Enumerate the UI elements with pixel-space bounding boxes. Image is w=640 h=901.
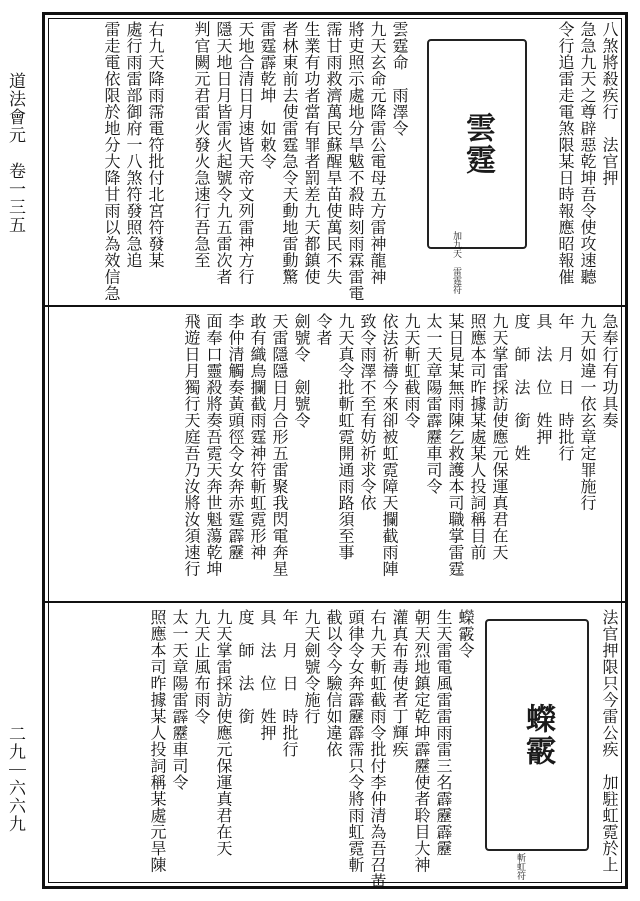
text-column: 判官闕元君雷火發火急速行吾急至 bbox=[192, 21, 211, 269]
text-column: 度 師 法 銜 bbox=[236, 609, 255, 725]
margin-page-number: 二九｜六六九 bbox=[5, 725, 25, 833]
text-column: 生業有功者當有罪者罰差九天都鎮使 bbox=[302, 21, 321, 285]
text-column: 將吏照示處地分旱魃不殺時刻雨霖雷電 bbox=[346, 21, 365, 302]
text-column: 飛遊日月獨行天庭吾乃汝將汝須速行 bbox=[182, 313, 201, 577]
text-column: 頭律令女奔霹靂霹霈只令將雨虹霓斬 bbox=[346, 609, 365, 873]
talisman-seal bbox=[485, 619, 589, 851]
text-column: 九天掌雷採訪使應元保運真君在天 bbox=[214, 609, 233, 857]
margin-book-title: 道法會元 卷一三五 bbox=[5, 72, 25, 234]
text-column: 右九天斬虹截雨令批付李仲清為吾召黃 bbox=[368, 609, 387, 890]
text-column: 年 月 日 時批行 bbox=[556, 313, 575, 462]
text-column: 九天如違一依玄章定罪施行 bbox=[578, 313, 597, 511]
text-column: 某日見某無雨陳乞救護本司職掌雷霆 bbox=[446, 313, 465, 577]
text-column: 具 法 位 姓押 bbox=[534, 313, 553, 445]
text-column: 者林東前去使雷霆急令天動地雷動驚 bbox=[280, 21, 299, 285]
section-divider bbox=[45, 305, 625, 307]
text-column: 急急九天之尊辟惡乾坤吾令使攻速聽 bbox=[578, 21, 597, 285]
text-column: 照應本司昨據某處某人投詞稱目前 bbox=[468, 313, 487, 561]
text-column: 灌真布毒使者丁輝疾 bbox=[390, 609, 409, 758]
text-column: 令行追雷走電煞限某日時報應昭報催 bbox=[556, 21, 575, 285]
text-column: 度 師 法 銜 姓 bbox=[512, 313, 531, 462]
talisman-seal bbox=[427, 39, 527, 249]
text-column: 太一天章陽雷霹靂車司令 bbox=[424, 313, 443, 495]
text-column: 劍號令 劍號令 bbox=[292, 313, 311, 429]
text-column: 蠑霰令 bbox=[456, 609, 475, 659]
text-column: 法官押限只今雷公疾 加駐虹霓於上 bbox=[600, 609, 619, 873]
talisman-caption: 斬虹符 bbox=[515, 853, 525, 880]
text-column: 面奉口靈殺將奏吾霓天奔世魁蕩乾坤 bbox=[204, 313, 223, 577]
text-column: 朝天烈地鎮定乾坤霹靂使者聆目大神 bbox=[412, 609, 431, 873]
text-column: 敢有織鳥攔截雨霆神符斬虹霓形神 bbox=[248, 313, 267, 561]
text-column: 年 月 日 時批行 bbox=[280, 609, 299, 758]
text-column: 隱天地日月皆雷火起號令九五雷次者 bbox=[214, 21, 233, 285]
text-column: 九天止風布雨令 bbox=[192, 609, 211, 725]
text-column: 太一天章陽雷霹靂車司令 bbox=[170, 609, 189, 791]
text-column: 九天真令批斬虹霓開通雨路須至事 bbox=[336, 313, 355, 561]
text-column: 照應本司昨據某人投詞稱某處元旱陳 bbox=[148, 609, 167, 873]
text-column: 右九天降雨霈電符批付北宮符發某 bbox=[146, 21, 165, 269]
text-column: 急奉行有功具奏 bbox=[600, 313, 619, 429]
text-column: 雷走電依限於地分大降甘雨以為效信急 bbox=[102, 21, 121, 302]
text-column: 依法祈禱今來卻被虹霓障天攔截雨陣 bbox=[380, 313, 399, 577]
text-column: 雷霆霹乾坤 如敕令 bbox=[258, 21, 277, 170]
text-column: 致令雨澤不至有妨祈求令依 bbox=[358, 313, 377, 511]
text-column: 天地合清日月速皆天帝文列雷神方行 bbox=[236, 21, 255, 285]
text-column: 雲霆命 雨澤令 bbox=[390, 21, 409, 137]
talisman-glyph: 雲霆 bbox=[460, 112, 495, 176]
talisman-glyph: 蠑霰 bbox=[520, 703, 555, 767]
section-divider bbox=[45, 601, 625, 603]
text-column: 李仲清觸奏黃頭徑令女奔赤霆霹靂 bbox=[226, 313, 245, 561]
page-frame bbox=[42, 12, 628, 889]
text-column: 令者 bbox=[314, 313, 333, 346]
text-column: 九天玄命元降雷公電母五方雷神龍神 bbox=[368, 21, 387, 285]
text-column: 處行雨雷部御府一八煞符發照急追 bbox=[124, 21, 143, 269]
text-column: 天雷隱隱日月合形五雷聚我閃電奔星 bbox=[270, 313, 289, 577]
talisman-caption: 加九天 雷霆符 bbox=[451, 231, 461, 294]
text-column: 九天劍號令施行 bbox=[302, 609, 321, 725]
text-column: 霈甘雨救濟萬民蘇醒旱苗使萬民不失 bbox=[324, 21, 343, 285]
text-column: 八煞將殺疾行 法官押 bbox=[600, 21, 619, 186]
text-column: 九天斬虹截雨令 bbox=[402, 313, 421, 429]
text-column: 生天雷電風雷雷雨雷三名霹靂霹靂 bbox=[434, 609, 453, 857]
text-column: 具 法 位 姓押 bbox=[258, 609, 277, 741]
text-column: 截以令今驗信如違依 bbox=[324, 609, 343, 758]
text-column: 九天掌雷採訪使應元保運真君在天 bbox=[490, 313, 509, 561]
